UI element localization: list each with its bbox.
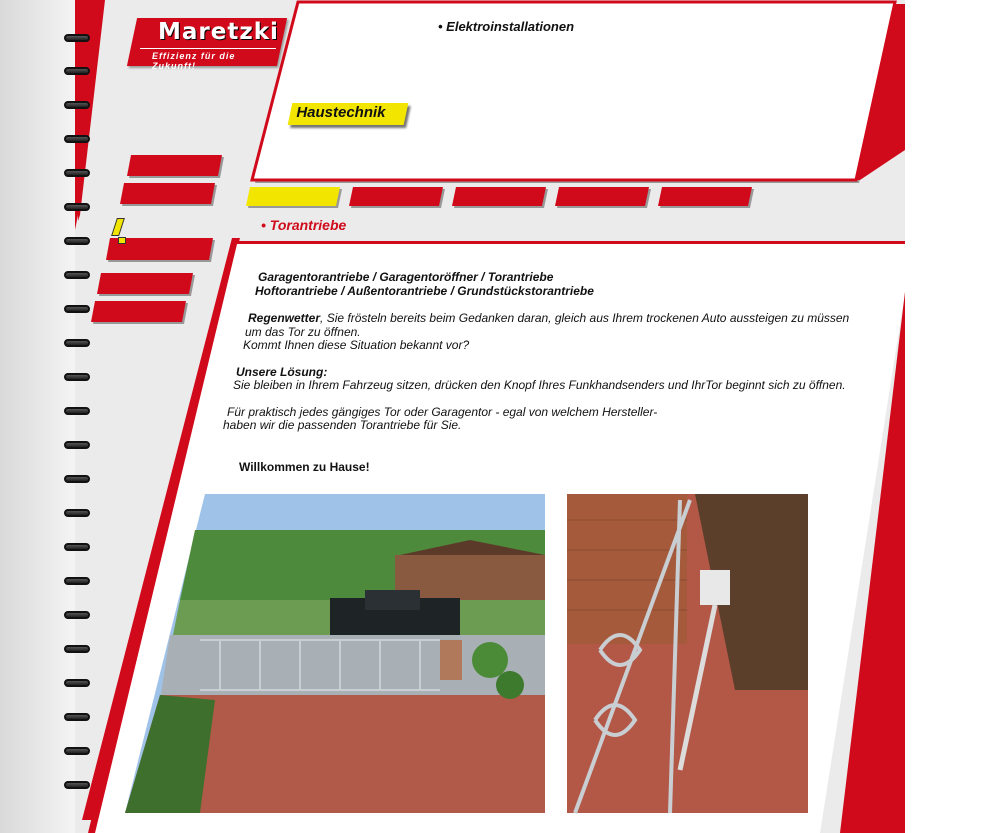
elektroinstallationen-link[interactable]: • Elektroinstallationen bbox=[438, 19, 575, 34]
heading-line-2: Hoftorantriebe / Außentorantriebe / Grundstückstorantriebe bbox=[255, 284, 594, 298]
binding-ring bbox=[64, 101, 90, 109]
paragraph-1-rest: , Sie frösteln bereits beim Gedanken daran, gleich aus Ihrem trockenen Auto aussteigen zu müssen bbox=[320, 311, 850, 325]
binding-ring bbox=[64, 169, 90, 177]
binding-ring bbox=[64, 679, 90, 687]
binding-ring bbox=[64, 645, 90, 653]
paragraph-1-line-3: Kommt Ihnen diese Situation bekannt vor? bbox=[243, 338, 470, 352]
top-nav-button-3[interactable] bbox=[453, 187, 545, 206]
binding-ring bbox=[64, 543, 90, 551]
haustechnik-tag bbox=[288, 103, 409, 125]
binding-ring bbox=[64, 713, 90, 721]
binding-ring bbox=[64, 67, 90, 75]
logo-slogan: Effizienz für die Zukunft! bbox=[152, 51, 236, 71]
gate-photo-2 bbox=[567, 494, 808, 813]
binding-ring bbox=[64, 135, 90, 143]
binding-ring bbox=[64, 441, 90, 449]
binding-ring bbox=[64, 305, 90, 313]
binding-ring bbox=[64, 781, 90, 789]
side-nav-button-2[interactable] bbox=[121, 183, 214, 204]
binding-ring bbox=[64, 237, 90, 245]
binding-ring bbox=[64, 271, 90, 279]
exclamation-dot-icon bbox=[118, 237, 126, 244]
binding-ring bbox=[64, 203, 90, 211]
top-nav-button-4[interactable] bbox=[556, 187, 648, 206]
binding-ring bbox=[64, 373, 90, 381]
side-nav-button-4[interactable] bbox=[98, 273, 192, 294]
logo-divider bbox=[140, 48, 276, 49]
regenwetter-bold: Regenwetter bbox=[248, 311, 321, 325]
top-nav-button-2[interactable] bbox=[350, 187, 442, 206]
binding-ring bbox=[64, 475, 90, 483]
paragraph-3-line-1: Für praktisch jedes gängiges Tor oder Garagentor - egal von welchem Hersteller- bbox=[227, 405, 658, 419]
welcome-text: Willkommen zu Hause! bbox=[239, 460, 370, 474]
binding-ring bbox=[64, 407, 90, 415]
top-nav-button-5[interactable] bbox=[659, 187, 751, 206]
side-nav-button-1[interactable] bbox=[128, 155, 221, 176]
binding-ring bbox=[64, 577, 90, 585]
binding-ring bbox=[64, 34, 90, 42]
logo-name: Maretzki bbox=[158, 19, 279, 45]
top-nav-button-active[interactable] bbox=[247, 187, 339, 206]
side-nav-button-5[interactable] bbox=[92, 301, 185, 322]
solution-text: Sie bleiben in Ihrem Fahrzeug sitzen, drücken den Knopf Ihres Funkhandsenders und IhrTor beginnt sich zu öffnen. bbox=[233, 378, 846, 392]
haustechnik-label: Haustechnik bbox=[296, 104, 386, 121]
heading-line-1: Garagentorantriebe / Garagentoröffner / Torantriebe bbox=[258, 270, 554, 284]
binding-ring bbox=[64, 611, 90, 619]
paragraph-1-line-1 bbox=[248, 312, 849, 325]
solution-title: Unsere Lösung: bbox=[236, 365, 328, 379]
paragraph-1-line-2: um das Tor zu öffnen. bbox=[245, 325, 361, 339]
binding-ring bbox=[64, 747, 90, 755]
binding-ring bbox=[64, 509, 90, 517]
binding-ring bbox=[64, 339, 90, 347]
paragraph-3-line-2: haben wir die passenden Torantriebe für Sie. bbox=[223, 418, 462, 432]
section-title: • Torantriebe bbox=[261, 217, 347, 233]
spiral-binding bbox=[58, 0, 98, 833]
logo[interactable] bbox=[127, 18, 287, 71]
